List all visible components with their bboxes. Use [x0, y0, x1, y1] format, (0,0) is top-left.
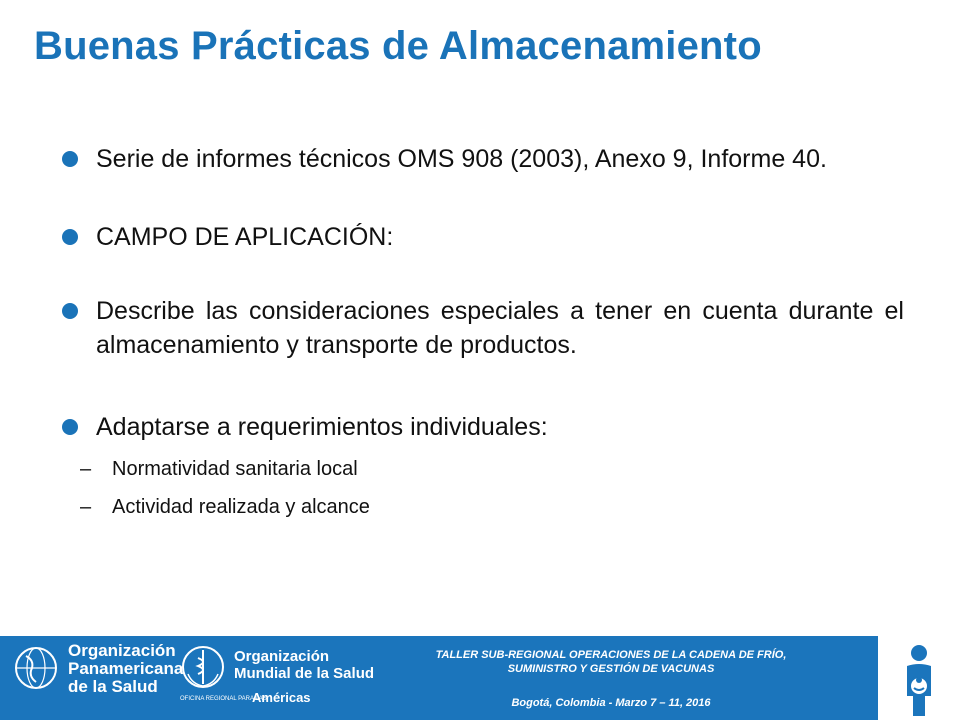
paho-globe-logo-icon [14, 646, 58, 690]
bullet-item [62, 220, 904, 254]
paho-name-line: Panamericana [68, 659, 184, 678]
paho-name-line: Organización [68, 641, 176, 660]
person-child-icon-box [878, 636, 960, 720]
bullet-dot-icon [62, 419, 78, 435]
person-child-icon [878, 636, 960, 720]
workshop-date: Bogotá, Colombia - Marzo 7 – 11, 2016 [511, 697, 711, 709]
bullet-text: Adaptarse a requerimientos individuales: [96, 413, 548, 441]
who-emblem-logo-icon [180, 644, 226, 690]
bullet-text: Describe las consideraciones especiales a tener en cuenta durante el almacenamiento y transporte de productos. [96, 297, 904, 359]
bullet-dot-icon [62, 229, 78, 245]
bullet-item [62, 142, 904, 176]
who-name [234, 648, 374, 682]
sub-bullet-item [62, 456, 904, 482]
bullet-text: CAMPO DE APLICACIÓN: [96, 223, 394, 251]
sub-bullet-item [62, 494, 904, 520]
paho-name [68, 642, 183, 696]
bullet-item [62, 294, 904, 362]
who-name-line: Mundial de la Salud [234, 665, 375, 682]
slide-title: Buenas Prácticas de Almacenamiento [34, 24, 762, 68]
bullet-item [62, 410, 904, 444]
bullet-dot-icon [62, 151, 78, 167]
sub-bullet-dash: – [80, 458, 92, 480]
workshop-title-line: SUMINISTRO Y GESTIÓN DE VACUNAS [507, 663, 715, 675]
sub-bullet-dash: – [80, 496, 92, 518]
who-regional-office-label: OFICINA REGIONAL PARA LAS [180, 696, 267, 702]
workshop-title-line: TALLER SUB-REGIONAL OPERACIONES DE LA CADENA DE FRÍO, [435, 649, 787, 661]
sub-bullet-text: Normatividad sanitaria local [112, 458, 358, 480]
bullet-dot-icon [62, 303, 78, 319]
workshop-title [372, 648, 850, 676]
who-name-line: Organización [234, 648, 330, 665]
sub-bullet-text: Actividad realizada y alcance [112, 496, 370, 518]
bullet-list [62, 142, 904, 520]
who-region-label: Américas [252, 690, 311, 705]
bullet-text: Serie de informes técnicos OMS 908 (2003), Anexo 9, Informe 40. [96, 145, 827, 173]
paho-name-line: de la Salud [68, 677, 158, 696]
